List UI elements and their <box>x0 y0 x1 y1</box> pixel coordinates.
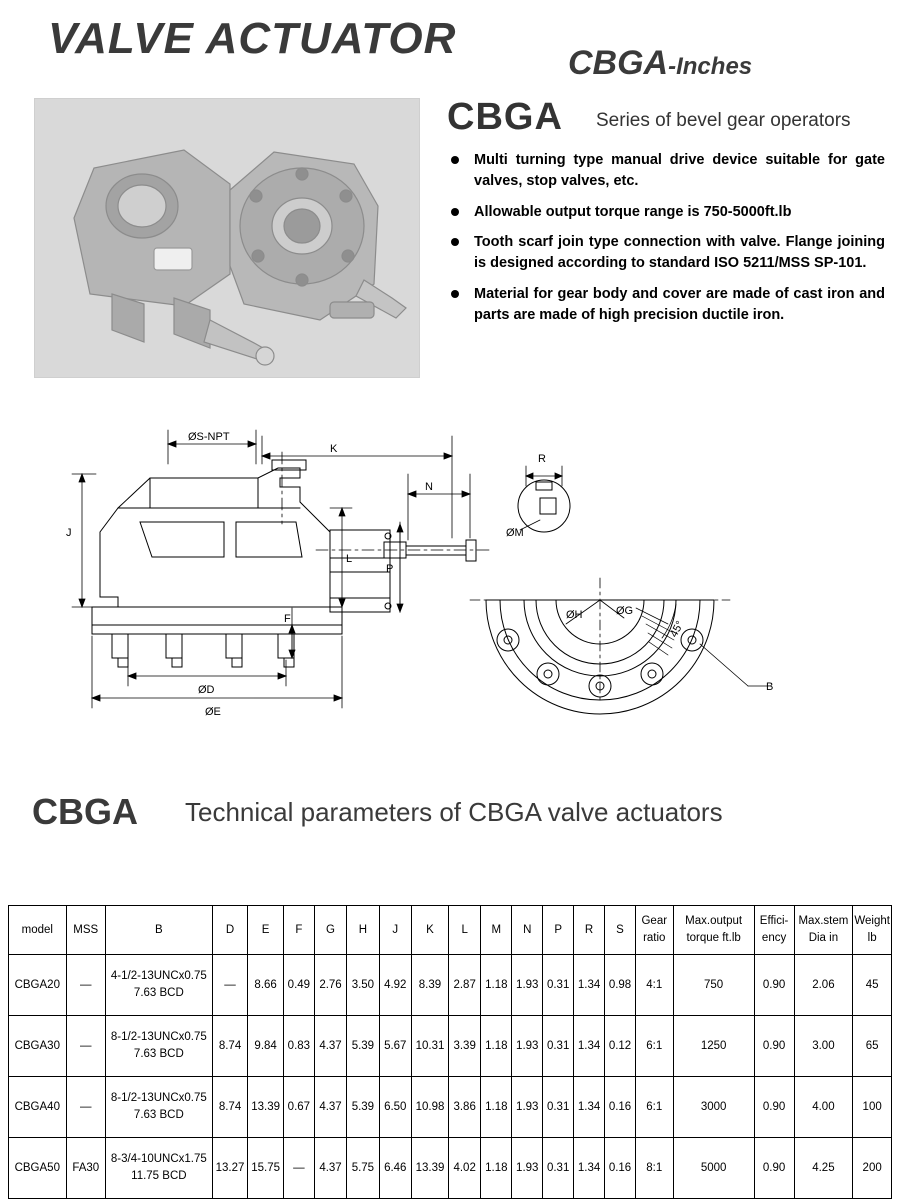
cell-weight: 100 <box>853 1077 892 1138</box>
cell-s: 0.98 <box>605 955 636 1016</box>
col-model: model <box>9 906 67 955</box>
cell-f: 0.83 <box>283 1016 314 1077</box>
cell-k: 10.31 <box>411 1016 448 1077</box>
cell-l: 2.87 <box>448 955 480 1016</box>
cell-stem-dia: 4.25 <box>794 1138 853 1199</box>
cell-h: 5.39 <box>347 1077 379 1138</box>
cell-g: 4.37 <box>314 1077 346 1138</box>
table-heading <box>0 791 900 839</box>
cell-efficiency: 0.90 <box>754 955 794 1016</box>
cell-mss: FA30 <box>66 1138 105 1199</box>
cell-b: 8-3/4-10UNCx1.75 11.75 BCD <box>105 1138 212 1199</box>
cell-j: 5.67 <box>379 1016 411 1077</box>
cell-stem-dia: 3.00 <box>794 1016 853 1077</box>
cell-weight: 45 <box>853 955 892 1016</box>
cell-d: — <box>212 955 248 1016</box>
table-row <box>9 1077 892 1138</box>
cell-n: 1.93 <box>512 1016 543 1077</box>
dim-label-s-npt: ØS-NPT <box>188 431 230 443</box>
col-max-stem-dia: Max.stem Dia in <box>794 906 853 955</box>
table-title-model: CBGA <box>32 791 138 832</box>
cell-g: 2.76 <box>314 955 346 1016</box>
cell-gear-ratio: 4:1 <box>635 955 673 1016</box>
subtitle-model: CBGA <box>568 44 669 82</box>
page-header <box>0 0 900 92</box>
cell-m: 1.18 <box>481 955 512 1016</box>
feature-list <box>447 150 885 335</box>
cell-torque: 5000 <box>673 1138 754 1199</box>
cell-torque: 3000 <box>673 1077 754 1138</box>
cell-s: 0.12 <box>605 1016 636 1077</box>
cell-d: 8.74 <box>212 1016 248 1077</box>
col-efficiency: Effici- ency <box>754 906 794 955</box>
cell-r: 1.34 <box>574 1138 605 1199</box>
cell-l: 3.86 <box>448 1077 480 1138</box>
cell-gear-ratio: 6:1 <box>635 1016 673 1077</box>
cell-r: 1.34 <box>574 955 605 1016</box>
cell-efficiency: 0.90 <box>754 1016 794 1077</box>
table-title-description: Technical parameters of CBGA valve actuators <box>185 797 723 827</box>
cell-f: 0.49 <box>283 955 314 1016</box>
product-photo-image <box>34 98 420 378</box>
dim-label-p: P <box>386 563 394 575</box>
dim-label-angle: 45° <box>668 619 687 640</box>
cell-torque: 750 <box>673 955 754 1016</box>
cell-d: 8.74 <box>212 1077 248 1138</box>
drawing-figure <box>0 412 900 787</box>
table-body <box>9 955 892 1199</box>
cell-k: 13.39 <box>411 1138 448 1199</box>
cell-gear-ratio: 6:1 <box>635 1077 673 1138</box>
cell-j: 6.50 <box>379 1077 411 1138</box>
col-g: G <box>314 906 346 955</box>
cell-p: 0.31 <box>543 1138 574 1199</box>
cell-f: 0.67 <box>283 1077 314 1138</box>
cell-torque: 1250 <box>673 1016 754 1077</box>
list-item: Multi turning type manual drive device suitable for gate valves, stop valves, etc. <box>447 150 885 193</box>
list-item: Allowable output torque range is 750-5000ft.lb <box>447 202 885 223</box>
table-header-row <box>9 906 892 955</box>
dim-label-g: ØG <box>616 605 634 617</box>
cell-mss: — <box>66 1016 105 1077</box>
cell-model: CBGA30 <box>9 1016 67 1077</box>
cell-b: 4-1/2-13UNCx0.75 7.63 BCD <box>105 955 212 1016</box>
cell-d: 13.27 <box>212 1138 248 1199</box>
cell-efficiency: 0.90 <box>754 1138 794 1199</box>
cell-g: 4.37 <box>314 1138 346 1199</box>
parameters-table <box>8 905 892 1199</box>
cell-e: 9.84 <box>248 1016 284 1077</box>
dim-label-d: ØD <box>198 684 215 696</box>
cell-f: — <box>283 1138 314 1199</box>
col-r: R <box>574 906 605 955</box>
col-gear-ratio: Gear ratio <box>635 906 673 955</box>
col-k: K <box>411 906 448 955</box>
series-title: CBGA <box>447 96 563 138</box>
dim-label-e: ØE <box>205 706 221 718</box>
cell-p: 0.31 <box>543 1077 574 1138</box>
cell-n: 1.93 <box>512 1077 543 1138</box>
col-d: D <box>212 906 248 955</box>
cell-p: 0.31 <box>543 1016 574 1077</box>
col-max-output-torque: Max.output torque ft.lb <box>673 906 754 955</box>
cell-m: 1.18 <box>481 1016 512 1077</box>
cell-e: 15.75 <box>248 1138 284 1199</box>
cell-gear-ratio: 8:1 <box>635 1138 673 1199</box>
dim-label-m: ØM <box>506 527 524 539</box>
cell-r: 1.34 <box>574 1077 605 1138</box>
cell-stem-dia: 4.00 <box>794 1077 853 1138</box>
col-weight: Weight lb <box>853 906 892 955</box>
cell-b: 8-1/2-13UNCx0.75 7.63 BCD <box>105 1016 212 1077</box>
col-s: S <box>605 906 636 955</box>
col-n: N <box>512 906 543 955</box>
table-row <box>9 955 892 1016</box>
col-p: P <box>543 906 574 955</box>
col-b: B <box>105 906 212 955</box>
cell-model: CBGA40 <box>9 1077 67 1138</box>
dim-label-r: R <box>538 453 546 465</box>
product-overview <box>0 92 900 412</box>
dim-label-f: F <box>284 613 291 625</box>
col-m: M <box>481 906 512 955</box>
cell-stem-dia: 2.06 <box>794 955 853 1016</box>
cell-weight: 200 <box>853 1138 892 1199</box>
list-item: Tooth scarf join type connection with valve. Flange joining is designed according to standard ISO 5211/MSS SP-101. <box>447 232 885 275</box>
technical-drawing <box>0 412 900 787</box>
cell-model: CBGA20 <box>9 955 67 1016</box>
series-description: Series of bevel gear operators <box>596 110 851 131</box>
cell-m: 1.18 <box>481 1077 512 1138</box>
col-e: E <box>248 906 284 955</box>
cell-weight: 65 <box>853 1016 892 1077</box>
cell-h: 5.39 <box>347 1016 379 1077</box>
page-subtitle <box>568 44 752 83</box>
cell-model: CBGA50 <box>9 1138 67 1199</box>
cell-p: 0.31 <box>543 955 574 1016</box>
col-l: L <box>448 906 480 955</box>
dim-label-h: ØH <box>566 609 583 621</box>
table-header <box>9 906 892 955</box>
col-f: F <box>283 906 314 955</box>
dim-label-j: J <box>66 527 72 539</box>
cell-r: 1.34 <box>574 1016 605 1077</box>
dim-label-k: K <box>330 443 338 455</box>
cell-j: 4.92 <box>379 955 411 1016</box>
list-item: Material for gear body and cover are made of cast iron and parts are made of high precision ductile iron. <box>447 284 885 327</box>
col-j: J <box>379 906 411 955</box>
cell-k: 8.39 <box>411 955 448 1016</box>
cell-k: 10.98 <box>411 1077 448 1138</box>
cell-mss: — <box>66 955 105 1016</box>
cell-h: 3.50 <box>347 955 379 1016</box>
cell-h: 5.75 <box>347 1138 379 1199</box>
cell-j: 6.46 <box>379 1138 411 1199</box>
col-h: H <box>347 906 379 955</box>
cell-e: 8.66 <box>248 955 284 1016</box>
table-row <box>9 1016 892 1077</box>
cell-b: 8-1/2-13UNCx0.75 7.63 BCD <box>105 1077 212 1138</box>
dim-label-l: L <box>346 553 353 565</box>
cell-s: 0.16 <box>605 1077 636 1138</box>
page-title: VALVE ACTUATOR <box>48 14 457 63</box>
cell-l: 3.39 <box>448 1016 480 1077</box>
cell-mss: — <box>66 1077 105 1138</box>
product-photo <box>34 98 420 378</box>
cell-s: 0.16 <box>605 1138 636 1199</box>
dim-label-n: N <box>425 481 433 493</box>
subtitle-units: -Inches <box>668 53 753 80</box>
cell-g: 4.37 <box>314 1016 346 1077</box>
cell-m: 1.18 <box>481 1138 512 1199</box>
table-row <box>9 1138 892 1199</box>
cell-e: 13.39 <box>248 1077 284 1138</box>
dim-label-b: B <box>766 681 774 693</box>
cell-n: 1.93 <box>512 1138 543 1199</box>
col-mss: MSS <box>66 906 105 955</box>
cell-efficiency: 0.90 <box>754 1077 794 1138</box>
cell-n: 1.93 <box>512 955 543 1016</box>
cell-l: 4.02 <box>448 1138 480 1199</box>
